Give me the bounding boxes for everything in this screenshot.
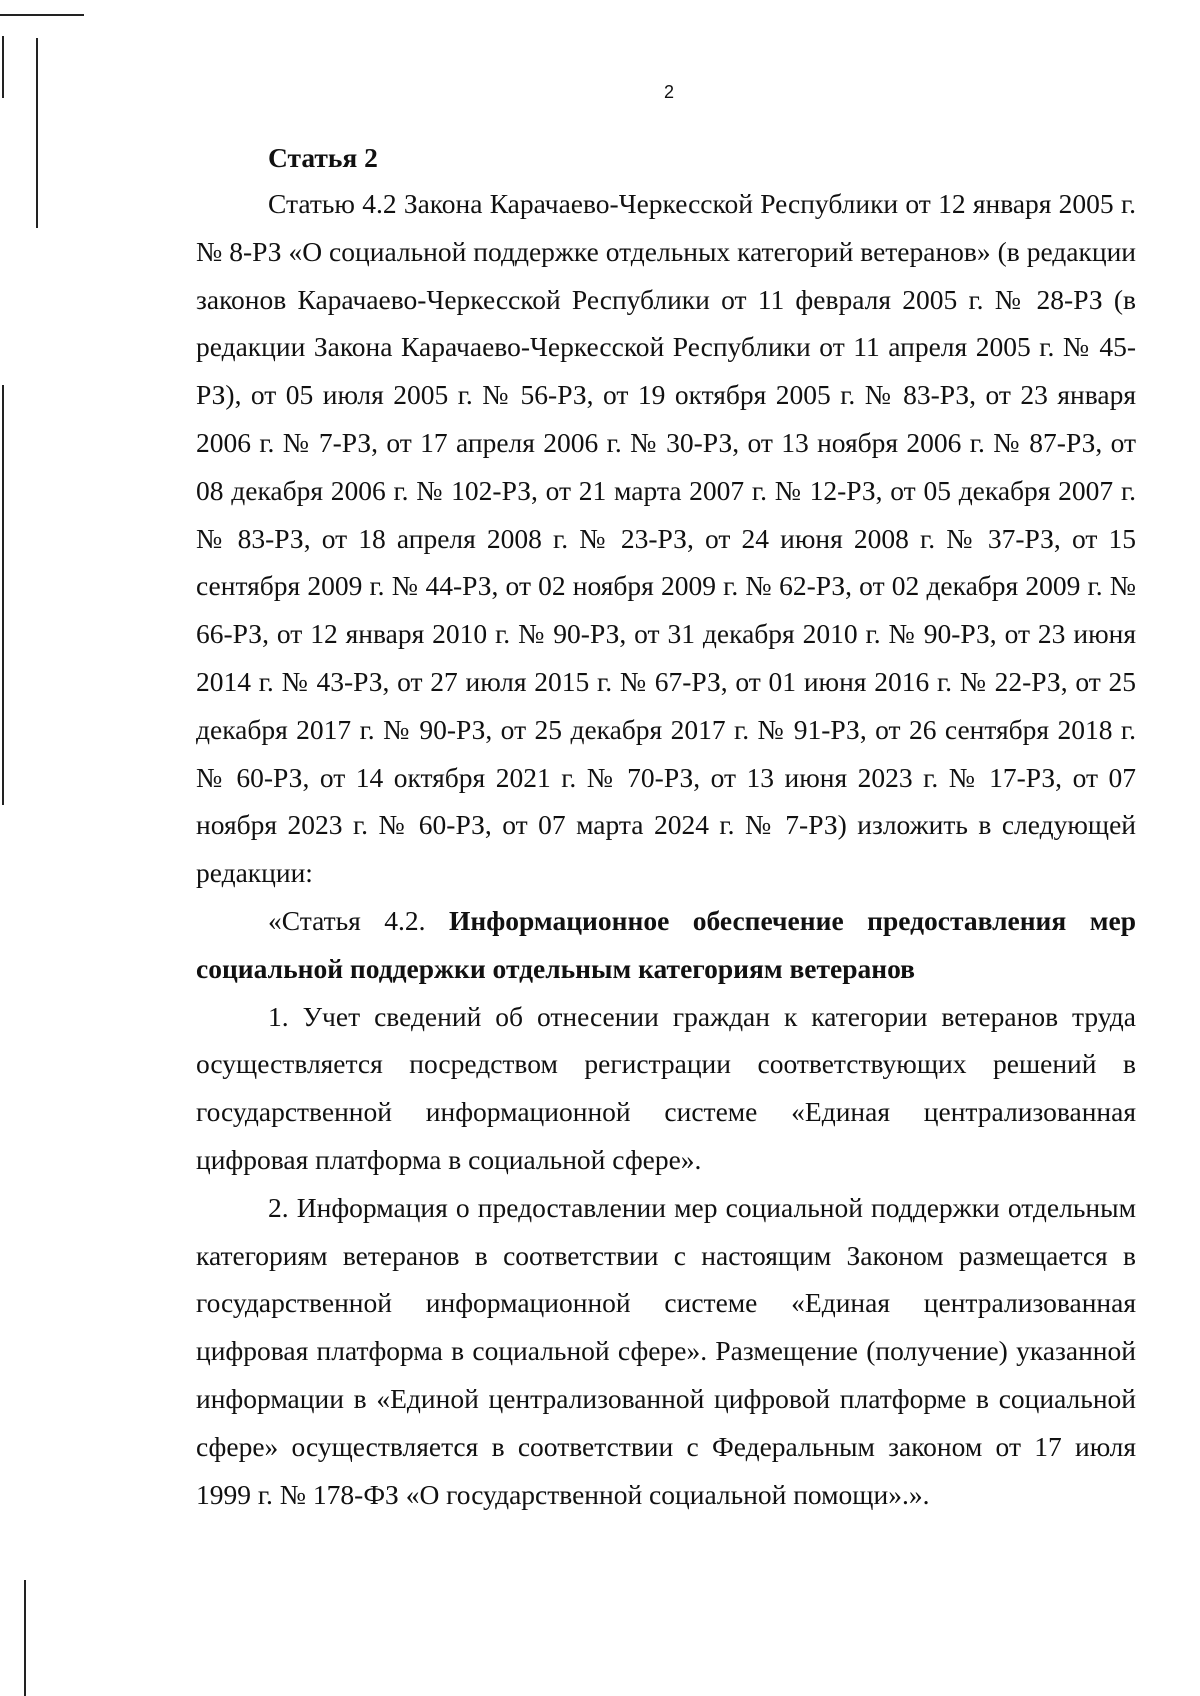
- scan-mark-left-line-mid: [2, 385, 4, 805]
- page-number: 2: [663, 82, 674, 102]
- intro-paragraph: Статью 4.2 Закона Карачаево-Черкесской Республики от 12 января 2005 г. № 8-РЗ «О социальной поддержке отдельных категорий ветеранов» (в редакции законов Карачаево-Черкесской Республики от 11 февраля 2005 г. № 28-РЗ (в редакции Закона Карачаево-Черкесской Республики от 11 апреля 2005 г. № 45-РЗ), от 05 июля 2005 г. № 56-РЗ, от 19 октября 2005 г. № 83-РЗ, от 23 января 2006 г. № 7-РЗ, от 17 апреля 2006 г. № 30-РЗ, от 13 ноября 2006 г. № 87-РЗ, от 08 декабря 2006 г. № 102-РЗ, от 21 марта 2007 г. № 12-РЗ, от 05 декабря 2007 г. № 83-РЗ, от 18 апреля 2008 г. № 23-РЗ, от 24 июня 2008 г. № 37-РЗ, от 15 сентября 2009 г. № 44-РЗ, от 02 ноября 2009 г. № 62-РЗ, от 02 декабря 2009 г. № 66-РЗ, от 12 января 2010 г. № 90-РЗ, от 31 декабря 2010 г. № 90-РЗ, от 23 июня 2014 г. № 43-РЗ, от 27 июля 2015 г. № 67-РЗ, от 01 июня 2016 г. № 22-РЗ, от 25 декабря 2017 г. № 90-РЗ, от 25 декабря 2017 г. № 91-РЗ, от 26 сентября 2018 г. № 60-РЗ, от 14 октября 2021 г. № 70-РЗ, от 13 июня 2023 г. № 17-РЗ, от 07 ноября 2023 г. № 60-РЗ, от 07 марта 2024 г. № 7-РЗ) изложить в следующей редакции:: [196, 188, 1136, 889]
- document-body: [196, 136, 1136, 1518]
- item-1-paragraph: 1. Учет сведений об отнесении граждан к категории ветеранов труда осуществляется посредством регистрации соответствующих решений в государственной информационной системе «Единая централизованная цифровая платформа в социальной сфере».: [196, 1000, 1136, 1175]
- scan-mark-top-line: [0, 14, 84, 16]
- article-heading: Статья 2: [268, 142, 378, 173]
- new-article-title: Информационное обеспечение предоставления мер социальной поддержки отдельным категориям ветеранов: [196, 904, 1136, 984]
- scan-mark-left-bar: [36, 38, 38, 228]
- scan-mark-left-line-bottom: [24, 1580, 26, 1696]
- new-article-heading: [196, 897, 1136, 993]
- item-2-paragraph: 2. Информация о предоставлении мер социальной поддержки отдельным категориям ветеранов в соответствии с настоящим Законом размещается в государственной информационной системе «Единая централизованная цифровая платформа в социальной сфере». Размещение (получение) указанной информации в «Единой централизованной цифровой платформе в социальной сфере» осуществляется в соответствии с Федеральным законом от 17 июля 1999 г. № 178-ФЗ «О государственной социальной помощи».».: [196, 1191, 1136, 1510]
- new-article-prefix: «Статья 4.2.: [268, 904, 450, 936]
